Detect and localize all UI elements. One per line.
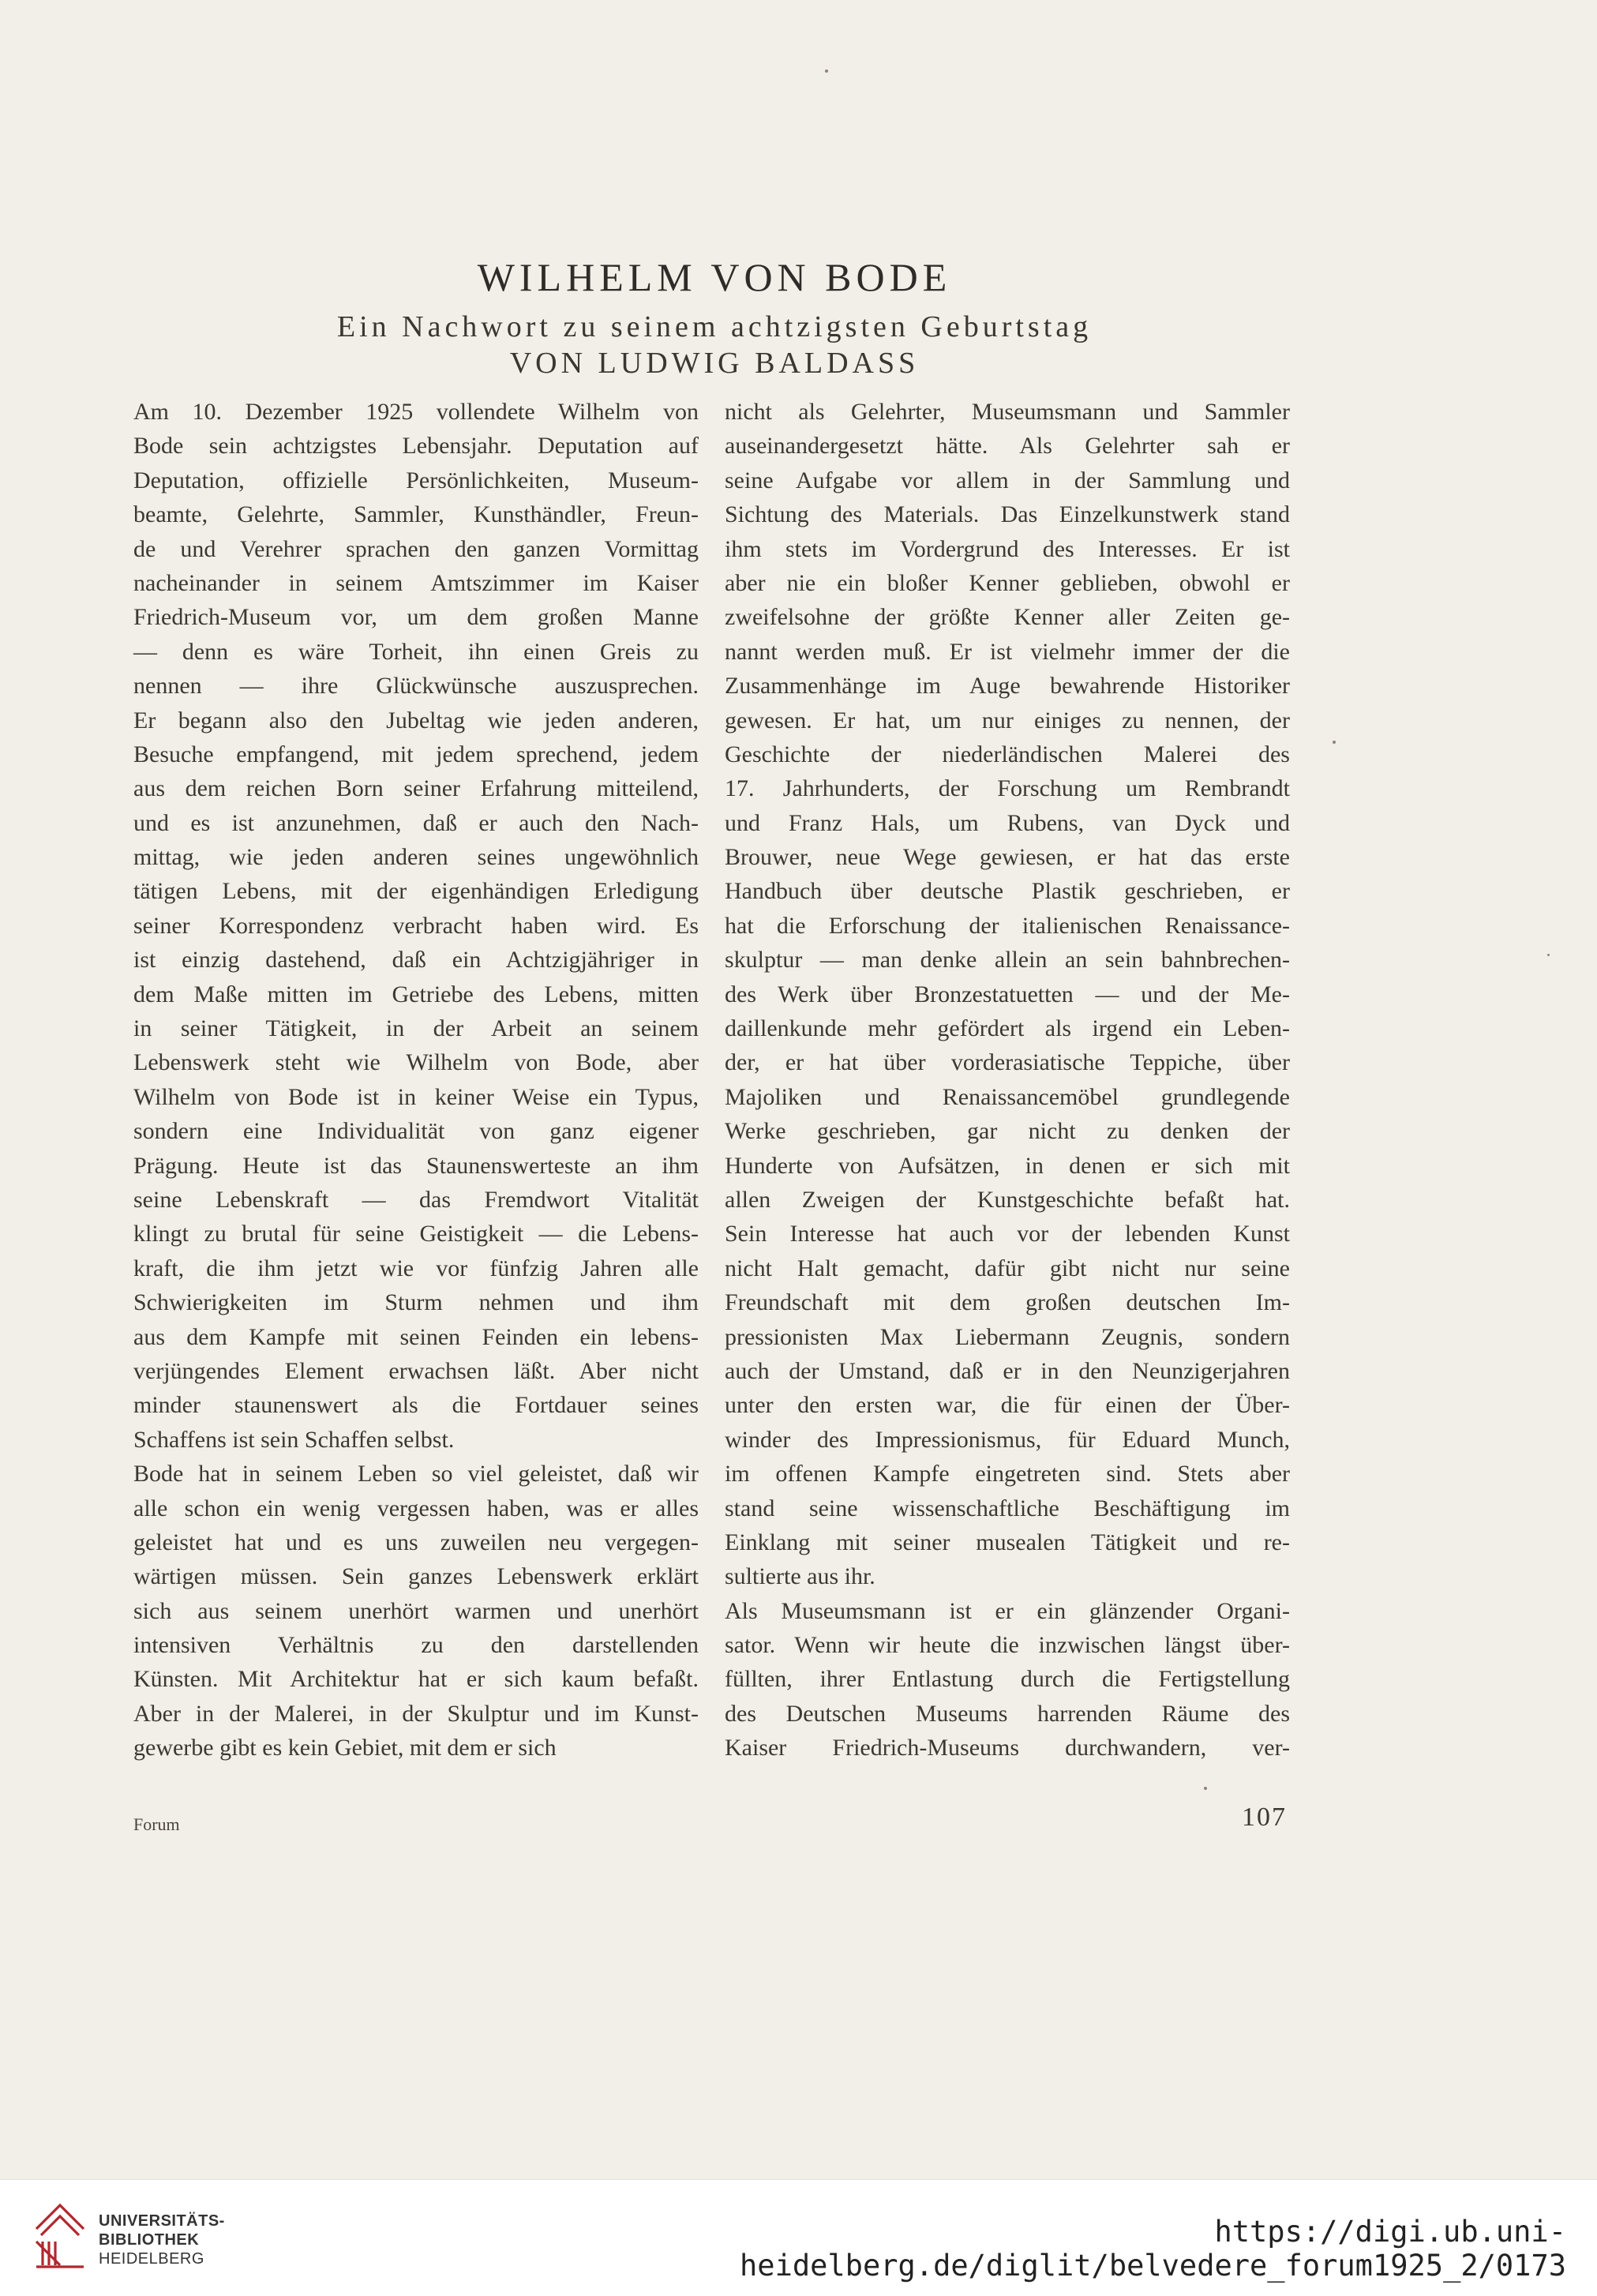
text-line: 17. Jahrhunderts, der Forschung um Rembrandt — [725, 775, 1290, 802]
library-footer-bar — [0, 2179, 1597, 2296]
text-line: Er begann also den Jubeltag wie jeden anderen, — [133, 707, 699, 733]
library-name — [99, 2212, 225, 2268]
text-line: Kaiser Friedrich-Museums durchwandern, ver- — [725, 1735, 1290, 1761]
text-line: winder des Impressionismus, für Eduard Munch, — [725, 1426, 1290, 1453]
page-number: 107 — [1242, 1803, 1287, 1832]
text-line: nannt werden muß. Er ist vielmehr immer der die — [725, 638, 1290, 665]
text-line: geleistet hat und es uns zuweilen neu vergegen- — [133, 1529, 699, 1555]
text-line: auseinandergesetzt hätte. Als Gelehrter sah er — [725, 433, 1290, 460]
text-line: zweifelsohne der größte Kenner aller Zeiten ge- — [725, 604, 1290, 631]
text-line: Einklang mit seiner musealen Tätigkeit und re- — [725, 1529, 1290, 1555]
text-line: aber nie ein bloßer Kenner geblieben, obwohl er — [725, 569, 1290, 596]
library-name-line3: HEIDELBERG — [99, 2250, 204, 2268]
text-line: Majoliken und Renaissancemöbel grundlegende — [725, 1083, 1290, 1110]
text-line: der, er hat über vorderasiatische Teppiche, über — [725, 1049, 1290, 1076]
text-line: seine Aufgabe vor allem in der Sammlung und — [725, 467, 1290, 493]
text-line: ist einzig dastehend, daß ein Achtzigjähriger in — [133, 947, 699, 974]
library-name-line2: BIBLIOTHEK — [99, 2231, 200, 2249]
text-line: unter den ersten war, die für einen der Über- — [725, 1392, 1290, 1419]
text-line: sondern eine Individualität von ganz eigener — [133, 1118, 699, 1145]
text-line: Wilhelm von Bode ist in keiner Weise ein Typus, — [133, 1083, 699, 1110]
text-line: skulptur — man denke allein an sein bahnbrechen- — [725, 947, 1290, 974]
text-line: Sichtung des Materials. Das Einzelkunstwerk stand — [725, 501, 1290, 528]
text-line: gewesen. Er hat, um nur einiges zu nennen, der — [725, 707, 1290, 733]
text-line: beamte, Gelehrte, Sammler, Kunsthändler, Freun- — [133, 501, 699, 528]
text-line: dem Maße mitten im Getriebe des Lebens, mitten — [133, 981, 699, 1007]
text-line: tätigen Lebens, mit der eigenhändigen Erledigung — [133, 878, 699, 905]
text-line: Werke geschrieben, gar nicht zu denken der — [725, 1118, 1290, 1145]
text-line: allen Zweigen der Kunstgeschichte befaßt hat. — [725, 1186, 1290, 1213]
text-line: Brouwer, neue Wege gewiesen, er hat das erste — [725, 844, 1290, 871]
text-line: sultierte aus ihr. — [725, 1563, 875, 1590]
text-line: Am 10. Dezember 1925 vollendete Wilhelm von — [133, 399, 699, 425]
text-line: Aber in der Malerei, in der Skulptur und im Kunst- — [133, 1700, 699, 1727]
text-line: und es ist anzunehmen, daß er auch den Nach- — [133, 809, 699, 836]
text-line: de und Verehrer sprachen den ganzen Vormittag — [133, 535, 699, 562]
text-line: gewerbe gibt es kein Gebiet, mit dem er sich — [133, 1735, 557, 1761]
text-line: wärtigen müssen. Sein ganzes Lebenswerk erklärt — [133, 1563, 699, 1590]
text-line: mittag, wie jeden anderen seines ungewöhnlich — [133, 844, 699, 871]
text-line: Handbuch über deutsche Plastik geschrieben, er — [725, 878, 1290, 905]
text-line: im offenen Kampfe eingetreten sind. Stets aber — [725, 1461, 1290, 1488]
text-line: Bode sein achtzigstes Lebensjahr. Deputation auf — [133, 433, 699, 460]
text-line: intensiven Verhältnis zu den darstellenden — [133, 1632, 699, 1659]
article-author: VON LUDWIG BALDASS — [509, 347, 920, 380]
text-line: Geschichte der niederländischen Malerei des — [725, 741, 1290, 767]
text-line: Bode hat in seinem Leben so viel geleistet, daß wir — [133, 1461, 699, 1488]
text-line: verjüngendes Element erwachsen läßt. Aber nicht — [133, 1357, 699, 1384]
library-name-line1: UNIVERSITÄTS- — [99, 2212, 225, 2230]
text-line: Prägung. Heute ist das Staunenswerteste an ihm — [133, 1152, 699, 1179]
text-line: pressionisten Max Liebermann Zeugnis, sondern — [725, 1323, 1290, 1350]
text-line: Deputation, offizielle Persönlichkeiten, Museum- — [133, 467, 699, 493]
text-line: — denn es wäre Torheit, ihn einen Greis zu — [133, 638, 699, 665]
text-line: stand seine wissenschaftliche Beschäftigung im — [725, 1495, 1290, 1521]
text-line: Künsten. Mit Architektur hat er sich kaum befaßt. — [133, 1666, 699, 1693]
text-line: füllten, ihrer Entlastung durch die Fertigstellung — [725, 1666, 1290, 1693]
text-line: klingt zu brutal für seine Geistigkeit — die Lebens- — [133, 1221, 699, 1247]
text-line: aus dem reichen Born seiner Erfahrung mitteilend, — [133, 775, 699, 802]
text-line: Sein Interesse hat auch vor der lebenden Kunst — [725, 1221, 1290, 1247]
text-line: aus dem Kampfe mit seinen Feinden ein lebens- — [133, 1323, 699, 1350]
permalink-url[interactable]: https://digi.ub.uni-heidelberg.de/diglit/belvedere_forum1925_2/0173 — [740, 2215, 1566, 2283]
text-line: Freundschaft mit dem großen deutschen Im- — [725, 1289, 1290, 1316]
text-line: Lebenswerk steht wie Wilhelm von Bode, aber — [133, 1049, 699, 1076]
left-text-column — [133, 395, 699, 1765]
text-line: Schwierigkeiten im Sturm nehmen und ihm — [133, 1289, 699, 1316]
text-line: und Franz Hals, um Rubens, van Dyck und — [725, 809, 1290, 836]
text-line: Hunderte von Aufsätzen, in denen er sich mit — [725, 1152, 1290, 1179]
text-line: daillenkunde mehr gefördert als irgend ein Leben- — [725, 1015, 1290, 1042]
text-line: nicht Halt gemacht, dafür gibt nicht nur seine — [725, 1255, 1290, 1281]
text-line: sator. Wenn wir heute die inzwischen längst über- — [725, 1632, 1290, 1659]
text-line: Besuche empfangend, mit jedem sprechend, jedem — [133, 741, 699, 767]
text-line: kraft, die ihm jetzt wie vor fünfzig Jahren alle — [133, 1255, 699, 1281]
text-line: Zusammenhänge im Auge bewahrende Historiker — [725, 673, 1290, 700]
article-title: WILHELM VON BODE — [477, 255, 952, 299]
text-line: Friedrich-Museum vor, um dem großen Manne — [133, 604, 699, 631]
text-line: hat die Erforschung der italienischen Renaissance- — [725, 912, 1290, 939]
university-library-logo-icon — [32, 2197, 88, 2272]
text-line: des Deutschen Museums harrenden Räume des — [725, 1700, 1290, 1727]
text-line: alle schon ein wenig vergessen haben, was er alles — [133, 1495, 699, 1521]
text-line: des Werk über Bronzestatuetten — und der Me- — [725, 981, 1290, 1007]
text-line: in seiner Tätigkeit, in der Arbeit an seinem — [133, 1015, 699, 1042]
text-line: seine Lebenskraft — das Fremdwort Vitalität — [133, 1186, 699, 1213]
text-line: nicht als Gelehrter, Museumsmann und Sammler — [725, 399, 1290, 425]
article-subtitle: Ein Nachwort zu seinem achtzigsten Geburtstag — [336, 310, 1093, 343]
right-text-column — [725, 395, 1290, 1765]
text-line: nacheinander in seinem Amtszimmer im Kaiser — [133, 569, 699, 596]
text-line: sich aus seinem unerhört warmen und unerhört — [133, 1597, 699, 1624]
text-line: minder staunenswert als die Fortdauer seines — [133, 1392, 699, 1419]
text-line: nennen — ihre Glückwünsche auszusprechen. — [133, 673, 699, 700]
journal-name: Forum — [133, 1814, 180, 1834]
text-line: Schaffens ist sein Schaffen selbst. — [133, 1426, 455, 1453]
text-line: seiner Korrespondenz verbracht haben wird. Es — [133, 912, 699, 939]
text-line: ihm stets im Vordergrund des Interesses. Er ist — [725, 535, 1290, 562]
text-line: Als Museumsmann ist er ein glänzender Organi- — [725, 1597, 1290, 1624]
text-line: auch der Umstand, daß er in den Neunzigerjahren — [725, 1357, 1290, 1384]
